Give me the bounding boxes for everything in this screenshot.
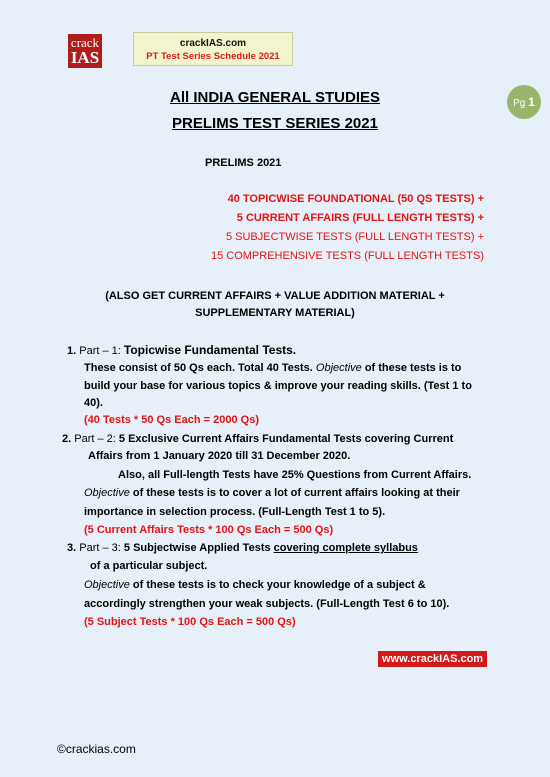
part1-line2: build your base for various topics & improve your reading skills. (Test 1 to [84,380,472,392]
part2-count: (5 Current Affairs Tests * 100 Qs Each = 500 Qs) [84,524,334,536]
part2-title-b: covering Current [361,433,454,445]
part3-label: Part – 3: [79,542,124,554]
part2-label: Part – 2: [74,433,119,445]
also-get-note [0,288,550,322]
part3-num: 3. [67,542,77,554]
part2-title: 5 Exclusive Current Affairs Fundamental Tests [118,433,362,445]
part1-line3: 40). [84,397,103,409]
part1-heading [67,341,296,361]
part1-text1: These consist of 50 Qs each. Total 40 Tests. [84,362,316,374]
part1-count: (40 Tests * 50 Qs Each = 2000 Qs) [84,414,259,426]
part2-line4: importance in selection process. (Full-Length Test 1 to 5). [84,506,386,518]
logo-top-text: crack [70,35,100,50]
part2-num: 2. [62,433,72,445]
part2-text3b: of these tests is to cover a lot of current affairs looking at their [129,487,460,499]
prelims-label: PRELIMS 2021 [205,157,282,169]
website-link[interactable]: www.crackIAS.com [378,651,487,667]
page-title [0,89,550,106]
header-box [133,32,293,66]
part1-label: Part – 1: [79,345,124,357]
part3-line1: of a particular subject. [90,560,208,572]
title-line2: PRELIMS TEST SERIES 2021 [172,115,378,132]
title-line1: All INDIA GENERAL STUDIES [169,89,381,106]
part2-line2: Also, all Full-length Tests have 25% Questions from Current Affairs. [118,469,472,481]
part2-line1: Affairs from 1 January 2020 till 31 December 2020. [88,450,351,462]
header-schedule: PT Test Series Schedule 2021 [146,51,280,62]
part1-num: 1. [67,345,77,357]
part3-objective: Objective [84,579,130,591]
part3-line2 [84,576,426,595]
part1-line1 [84,359,461,378]
part3-heading [67,539,418,558]
also-line2: SUPPLEMENTARY MATERIAL) [195,307,355,319]
page-badge-prefix: Pg [513,98,526,109]
crackias-logo [68,34,102,68]
part3-title: 5 Subjectwise Applied Tests [123,542,274,554]
part1-title: Topicwise Fundamental Tests. [123,343,297,357]
part3-title-underlined: covering complete syllabus [273,542,418,554]
copyright-text: ©crackias.com [57,742,136,756]
header-site: crackIAS.com [179,38,247,49]
part1-objective: Objective [315,362,362,374]
part2-objective: Objective [84,487,130,499]
logo-bottom-text: IAS [70,48,100,67]
highlight-comprehensive: 15 COMPREHENSIVE TESTS (FULL LENGTH TESTS) [210,250,484,262]
highlight-topicwise: 40 TOPICWISE FOUNDATIONAL (50 QS TESTS) + [227,193,484,205]
part1-text1b: of these tests is to [361,362,462,374]
part3-line3: accordingly strengthen your weak subjects. (Full-Length Test 6 to 10). [84,598,450,610]
page-subtitle [0,115,550,132]
part2-line3 [84,484,460,503]
part3-count: (5 Subject Tests * 100 Qs Each = 500 Qs) [84,616,296,628]
page-badge-number: 1 [528,95,535,109]
highlight-subjectwise: 5 SUBJECTWISE TESTS (FULL LENGTH TESTS) + [225,231,484,243]
part3-text2b: of these tests is to check your knowledge of a subject & [129,579,426,591]
highlight-current-affairs: 5 CURRENT AFFAIRS (FULL LENGTH TESTS) + [236,212,484,224]
also-line1: (ALSO GET CURRENT AFFAIRS + VALUE ADDITION MATERIAL + [105,290,445,302]
